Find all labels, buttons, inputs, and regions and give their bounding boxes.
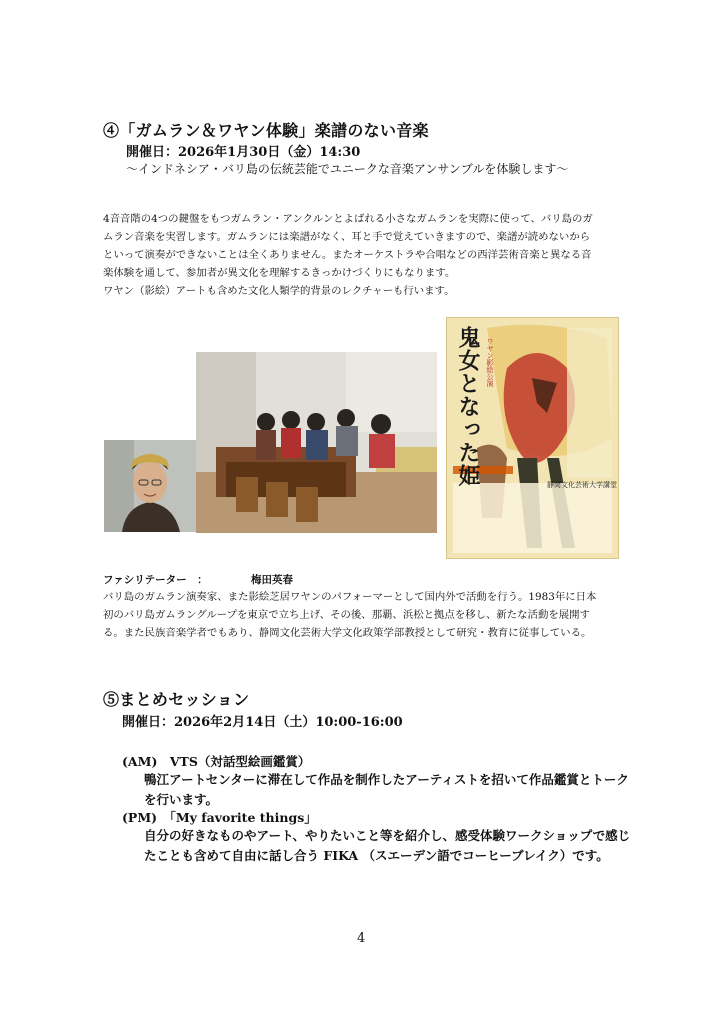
section4-body — [103, 210, 593, 300]
facilitator-label: ファシリテーター ： — [103, 574, 208, 586]
poster-subtitle: ワヤン影絵公演 — [486, 338, 494, 387]
bio-line: 初のバリ島ガムラングループを東京で立ち上げ、その後、那覇、浜松と拠点を移し、新たな活動を展開す — [103, 609, 590, 621]
facilitator-bio — [103, 588, 596, 642]
facilitator-name: 梅田英春 — [251, 574, 293, 586]
body-line: ワヤン（影絵）アートも含めた文化人類学的背景のレクチャーも行います。 — [103, 285, 455, 297]
section5-title: ⑤まとめセッション — [103, 690, 250, 709]
page-number: 4 — [357, 931, 366, 946]
facilitator-portrait-illustration — [104, 440, 196, 532]
am-session-detail — [144, 770, 629, 810]
poster-organizer: 静岡文化芸術大学講堂 — [547, 481, 617, 489]
section4-subtitle: 〜インドネシア・バリ島の伝統芸能でユニークな音楽アンサンブルを体験します〜 — [126, 162, 569, 176]
section4-date: 開催日：2026年1月30日（金）14:30 — [126, 145, 361, 160]
am-session-label: (AM) VTS（対話型絵画鑑賞） — [122, 754, 311, 769]
poster-title: 鬼女となった姫 — [455, 326, 481, 487]
body-line: ムラン音楽を実習します。ガムランには楽譜がなく、耳と手で覚えていきますので、楽譜が読めないから — [103, 231, 591, 243]
section4-title: ④「ガムラン＆ワヤン体験」楽譜のない音楽 — [103, 121, 429, 140]
pm-session-label: (PM) 「My favorite things」 — [122, 810, 317, 825]
body-line: 楽体験を通して、参加者が異文化を理解するきっかけづくりにもなります。 — [103, 267, 456, 279]
gamelan-scene-illustration — [196, 352, 437, 533]
detail-line: 自分の好きなものやアート、やりたいこと等を紹介し、感受体験ワークショップで感じ — [144, 828, 631, 843]
body-line: 4音音階の4つの鍵盤をもつガムラン・アンクルンとよばれる小さなガムランを実際に使って、バリ島のガ — [103, 213, 593, 225]
body-line: といって演奏ができないことは全くありません。またオーケストラや合唱などの西洋芸術音楽と異なる音 — [103, 249, 592, 261]
wayang-poster — [446, 317, 619, 559]
facilitator-photo — [104, 440, 196, 532]
bio-line: バリ島のガムラン演奏家、また影絵芝居ワヤンのパフォーマーとして国内外で活動を行う。1983年に日本 — [103, 591, 597, 603]
detail-line: を行います。 — [144, 792, 219, 807]
pm-session-detail — [144, 826, 630, 866]
gamelan-ensemble-photo — [196, 352, 437, 533]
detail-line: たことも含めて自由に話し合う FIKA （スエーデン語でコーヒーブレイク）です。 — [144, 848, 609, 863]
detail-line: 鴨江アートセンターに滞在して作品を制作したアーティストを招いて作品鑑賞とトーク — [144, 772, 629, 787]
bio-line: る。また民族音楽学者でもあり、静岡文化芸術大学文化政策学部教授として研究・教育に従事している。 — [103, 627, 592, 639]
section5-date: 開催日：2026年2月14日（土）10:00-16:00 — [122, 715, 403, 730]
